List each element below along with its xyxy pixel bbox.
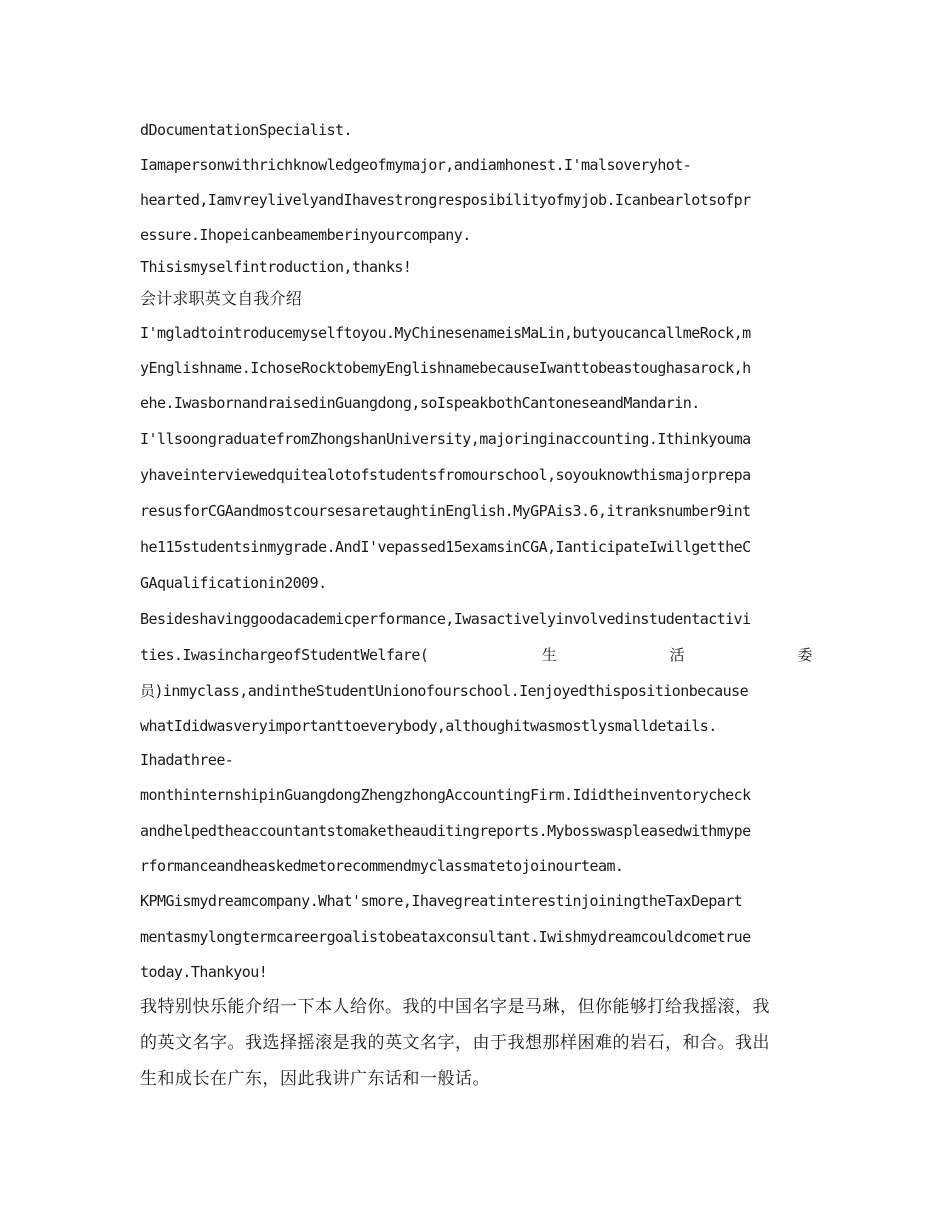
text-line: Ihadathree- (140, 751, 234, 769)
chinese-text-line: 生和成长在广东，因此我讲广东话和一般话。 (140, 1069, 490, 1089)
text-line: today.Thankyou! (140, 963, 268, 981)
section-heading: 会计求职英文自我介绍 (140, 289, 303, 308)
text-line: resusforCGAandmostcoursesaretaughtinEnglish.MyGPAis3.6,itranksnumber9int (140, 502, 751, 520)
text-line: I'mgladtointroducemyselftoyou.MyChinesenameisMaLin,butyoucancallmeRock,m (140, 324, 751, 342)
text-line: 员)inmyclass,andintheStudentUnionofourschool.Ienjoyedthispositionbecause (140, 682, 749, 700)
text-line: GAqualificationin2009. (140, 574, 327, 592)
text-line: yEnglishname.IchoseRocktobemyEnglishnamebecauseIwanttobeastoughasarock,h (140, 359, 751, 377)
chinese-text-line: 的英文名字。我选择摇滚是我的英文名字，由于我想那样困难的岩石，和合。我出 (140, 1033, 770, 1053)
text-segment: 活 (669, 646, 685, 664)
chinese-text-line: 我特别快乐能介绍一下本人给你。我的中国名字是马琳，但你能够打给我摇滚，我 (140, 997, 770, 1017)
text-line: hearted,IamvreylivelyandIhavestrongresposibilityofmyjob.Icanbearlotsofpr (140, 191, 751, 209)
text-line: whatIdidwasveryimportanttoeverybody,althoughitwasmostlysmalldetails. (140, 717, 717, 735)
text-segment: 生 (541, 646, 557, 664)
text-line: I'llsoongraduatefromZhongshanUniversity,majoringinaccounting.Ithinkyouma (140, 430, 751, 448)
text-line: dDocumentationSpecialist. (140, 121, 353, 139)
text-segment: 委 (797, 646, 812, 664)
text-line: ehe.IwasbornandraisedinGuangdong,soIspeakbothCantoneseandMandarin. (140, 394, 700, 412)
text-line: monthinternshipinGuangdongZhengzhongAccountingFirm.Ididtheinventorycheck (140, 786, 751, 804)
text-line: yhaveinterviewedquitealotofstudentsfromourschool,soyouknowthismajorprepa (140, 466, 751, 484)
document-body (140, 112, 812, 1097)
text-line: KPMGismydreamcompany.What'smore,IhavegreatinterestinjoiningtheTaxDepart (140, 892, 743, 910)
text-segment: ties.IwasinchargeofStudentWelfare( (140, 646, 429, 664)
text-line: andhelpedtheaccountantstomaketheauditingreports.Mybosswaspleasedwithmype (140, 822, 751, 840)
text-line: mentasmylongtermcareergoalistobeataxconsultant.Iwishmydreamcouldcometrue (140, 928, 751, 946)
text-line: Iamapersonwithrichknowledgeofmymajor,andiamhonest.I'malsoveryhot- (140, 156, 692, 174)
justified-text-line (140, 637, 812, 673)
text-line: Thisismyselfintroduction,thanks! (140, 258, 412, 276)
text-line: essure.Ihopeicanbeamemberinyourcompany. (140, 226, 471, 244)
text-line: he115studentsinmygrade.AndI'vepassed15examsinCGA,IanticipateIwillgettheC (140, 538, 751, 556)
text-line: rformanceandheaskedmetorecommendmyclassmatetojoinourteam. (140, 857, 624, 875)
text-line: Besideshavinggoodacademicperformance,Iwasactivelyinvolvedinstudentactivi (140, 610, 751, 628)
